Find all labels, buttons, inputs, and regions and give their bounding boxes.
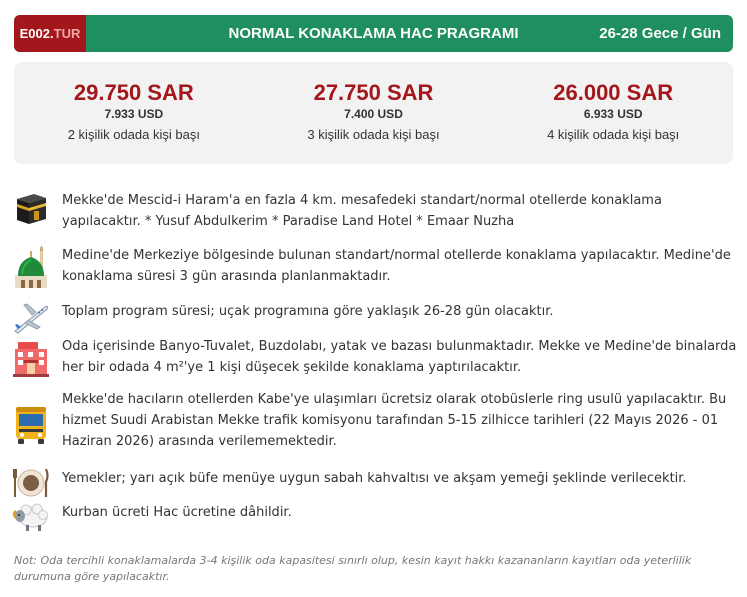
price-usd: 7.400 USD xyxy=(344,107,403,121)
program-code-suffix: TUR xyxy=(53,26,81,41)
price-room-type: 4 kişilik odada kişi başı xyxy=(547,127,680,142)
hotel-icon xyxy=(12,340,50,378)
bus-icon xyxy=(12,405,50,443)
feature-text: Yemekler; yarı açık büfe menüye uygun sabah kahvaltısı ve akşam yemeği şeklinde verilecektir. xyxy=(62,471,687,486)
feature-text: Mekke'de Mescid-i Haram'a en fazla 4 km. mesafedeki standart/normal otellerde konaklama yapılacaktır. * Yusuf Abdulkerim * Paradise Land Hotel * Emaar Nuzha xyxy=(62,193,662,229)
program-header xyxy=(14,15,733,52)
plate-icon xyxy=(12,464,50,502)
sheep-icon xyxy=(12,498,50,536)
price-usd: 6.933 USD xyxy=(583,107,643,121)
program-code: E002. xyxy=(19,26,54,41)
price-option-triple xyxy=(254,62,494,164)
price-option-double xyxy=(14,62,254,164)
footnote: Not: Oda tercihli konaklamalarda 3-4 kişilik oda kapasitesi sınırlı olup, kesin kayıt hakkı kazananların kayıtları oda yeterlilik durumuna göre yapılacaktır. xyxy=(14,554,692,583)
price-usd: 7.933 USD xyxy=(104,107,164,121)
price-sar: 27.750 SAR xyxy=(313,80,434,105)
price-option-quad xyxy=(493,62,733,164)
feature-text: Mekke'de hacıların otellerden Kabe'ye ulaşımları ücretsiz olarak otobüslerle ring usulü yapılacaktır. Bu hizmet Suudi Arabistan Mekke trafik komisyonu tarafından 5-15 zilhicce tarihleri (22 Mayıs 2026 - 01 Haziran 2026) arasında verilememektedir. xyxy=(62,392,727,449)
feature-text: Oda içerisinde Banyo-Tuvalet, Buzdolabı, yatak ve bazası bulunmaktadır. Mekke ve Medine'de binalarda her bir odada 4 m²'ye 1 kişi düşecek şekilde konaklama yaptırılacaktır. xyxy=(62,339,737,375)
feature-text: Medine'de Merkeziye bölgesinde bulunan standart/normal otellerde konaklama yapılacaktır. Medine'de konaklama süresi 3 gün arasında planlanmaktadır. xyxy=(62,248,731,284)
feature-text: Kurban ücreti Hac ücretine dâhildir. xyxy=(62,505,292,520)
kaaba-icon xyxy=(12,190,50,228)
price-sar: 29.750 SAR xyxy=(73,80,194,105)
airplane-icon xyxy=(12,299,50,337)
price-panel xyxy=(14,62,733,164)
program-code-badge xyxy=(14,15,86,52)
program-title: NORMAL KONAKLAMA HAC PRAGRAMI xyxy=(228,25,519,42)
price-room-type: 2 kişilik odada kişi başı xyxy=(67,127,200,142)
price-room-type: 3 kişilik odada kişi başı xyxy=(307,127,440,142)
feature-text: Toplam program süresi; uçak programına göre yaklaşık 26-28 gün olacaktır. xyxy=(62,304,554,319)
price-sar: 26.000 SAR xyxy=(553,80,674,105)
program-duration: 26-28 Gece / Gün xyxy=(599,25,721,42)
mosque-icon xyxy=(12,245,50,283)
